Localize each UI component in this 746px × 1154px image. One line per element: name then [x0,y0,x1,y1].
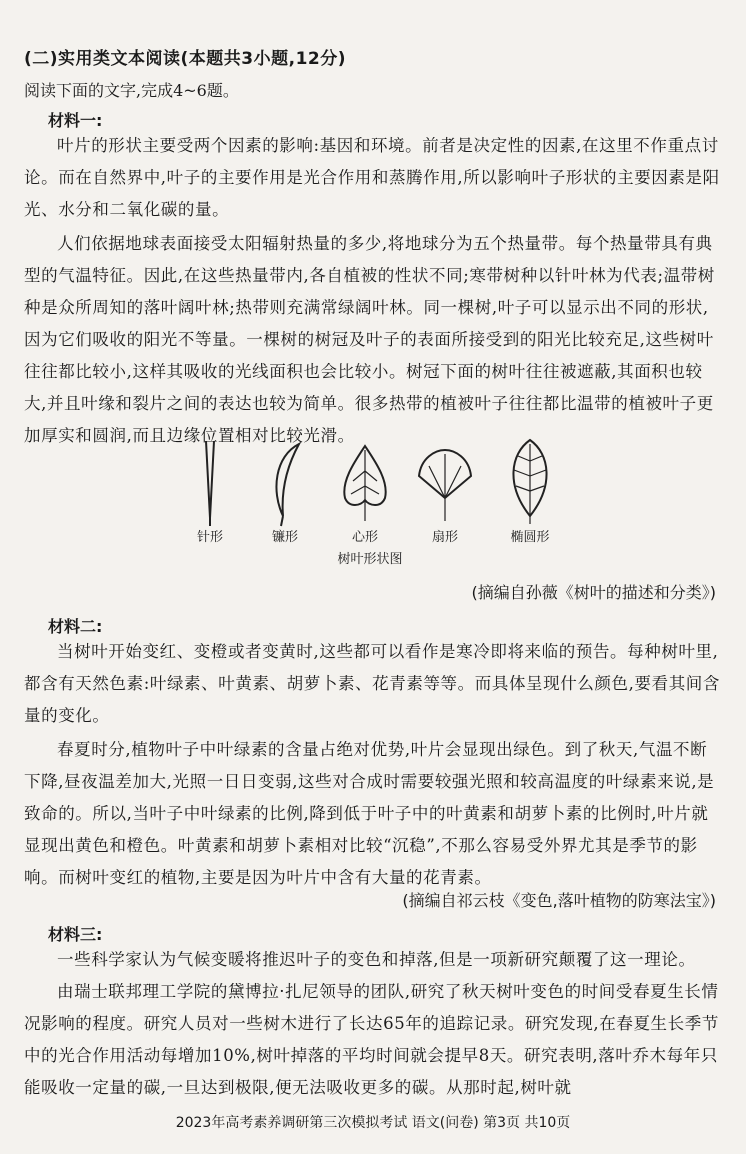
material1-paragraph-1: 叶片的形状主要受两个因素的影响:基因和环境。前者是决定性的因素,在这里不作重点讨论。而在自然界中,叶子的主要作用是光合作用和蒸腾作用,所以影响叶子形状的主要因素是阳光、水分和二氧化碳的量。 [24,136,720,219]
leaf-label-sickle: 镰形 [271,530,298,545]
material2-heading: 材料二: [48,617,103,636]
material3-paragraph-2: 由瑞士联邦理工学院的黛博拉·扎尼领导的团队,研究了秋天树叶变色的时间受春夏生长情况影响的程度。研究人员对一些树木进行了长达65年的追踪记录。研究发现,在春夏生长季节中的光合作用活动每增加10%,树叶掉落的平均时间就会提早8天。研究表明,落叶乔木每年只能吸收一定量的碳,一旦达到极限,便无法吸收更多的碳。从那时起,树叶就 [24,982,719,1097]
page-footer: 2023年高考素养调研第三次模拟考试 语文(问卷) 第3页 共10页 [175,1115,571,1131]
heart-leaf-icon [335,436,395,531]
material1-heading: 材料一: [48,111,103,130]
leaf-label-fan: 扇形 [431,530,458,545]
material3-heading: 材料三: [48,925,103,944]
needle-leaf-icon [180,436,240,531]
material1-source: (摘编自孙薇《树叶的描述和分类》) [471,583,716,602]
material2-paragraph-2: 春夏时分,植物叶子中叶绿素的含量占绝对优势,叶片会显现出绿色。到了秋天,气温不断下降,昼夜温差加大,光照一日日变弱,这些对合成时需要较强光照和较高温度的叶绿素来说,是致命的。所以,当叶子中叶绿素的比例,降到低于叶子中的叶黄素和胡萝卜素的比例时,叶片就显现出黄色和橙色。叶黄素和胡萝卜素相对比较“沉稳”,不那么容易受外界尤其是季节的影响。而树叶变红的植物,主要是因为叶片中含有大量的花青素。 [24,740,715,887]
leaf-label-elliptic: 椭圆形 [510,530,550,545]
material2-paragraph-1: 当树叶开始变红、变橙或者变黄时,这些都可以看作是寒冷即将来临的预告。每种树叶里,都含有天然色素:叶绿素、叶黄素、胡萝卜素、花青素等等。而具体呈现什么颜色,要看其间含量的变化。 [24,642,721,725]
leaf-shape-figure [180,436,560,576]
material1-paragraph-2: 人们依据地球表面接受太阳辐射热量的多少,将地球分为五个热量带。每个热量带具有典型的气温特征。因此,在这些热量带内,各自植被的性状不同;寒带树种以针叶林为代表;温带树种是众所周知的落叶阔叶林;热带则充满常绿阔叶林。同一棵树,叶子可以显示出不同的形状,因为它们吸收的阳光不等量。一棵树的树冠及叶子的表面所接受到的阳光比较充足,这些树叶往往都比较小,这样其吸收的光线面积也会比较小。树冠下面的树叶往往被遮蔽,其面积也较大,并且叶缘和裂片之间的表达也较为简单。很多热带的植被叶子往往都比温带的植被叶子更加厚实和圆润,而且边缘位置相对比较光滑。 [24,234,715,445]
sickle-leaf-icon [255,436,315,531]
leaf-label-needle: 针形 [196,530,223,545]
material2-source: (摘编自祁云枝《变色,落叶植物的防寒法宝》) [402,891,716,910]
elliptic-leaf-icon [500,436,560,531]
instruction: 阅读下面的文字,完成4~6题。 [24,81,239,100]
figure-caption: 树叶形状图 [337,552,403,567]
section-title: (二)实用类文本阅读(本题共3小题,12分) [24,49,347,69]
fan-leaf-icon [415,436,475,531]
leaf-label-heart: 心形 [351,530,378,545]
material3-paragraph-1: 一些科学家认为气候变暖将推迟叶子的变色和掉落,但是一项新研究颠覆了这一理论。 [57,950,696,969]
